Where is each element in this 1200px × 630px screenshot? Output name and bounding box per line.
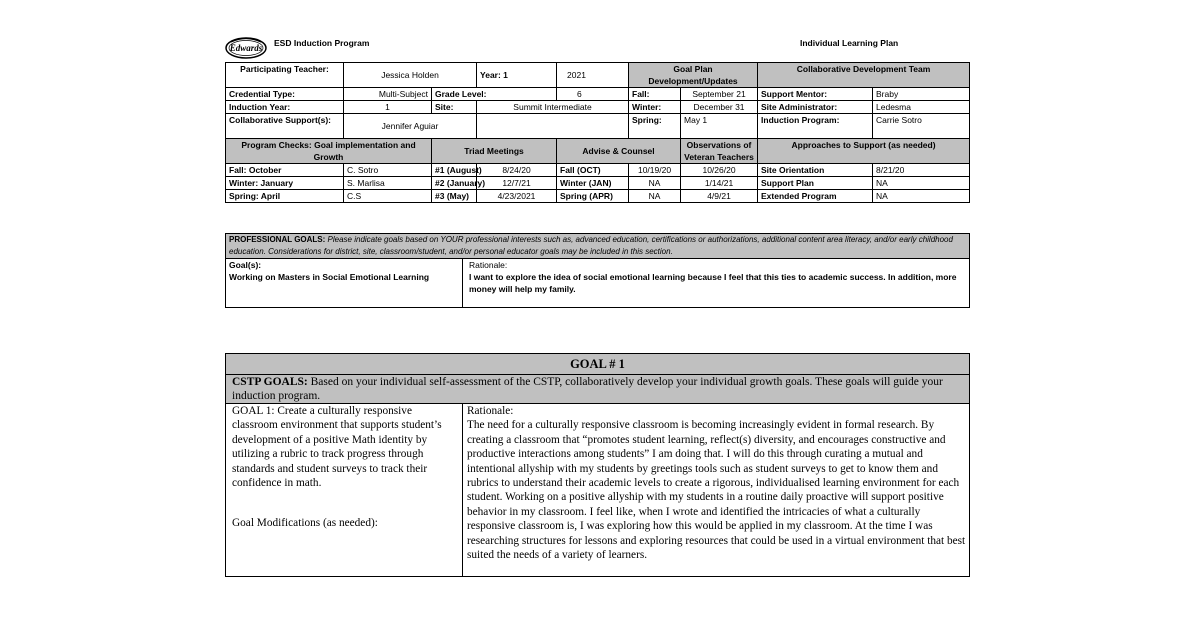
participating-teacher-label: Participating Teacher: [226, 63, 344, 88]
spring-label: Spring: [629, 114, 681, 139]
cstp-instructions [226, 375, 970, 404]
triad-date: 8/24/20 [477, 164, 557, 177]
induction-program-label: Induction Program: [758, 114, 873, 139]
rationale-label: Rationale: [469, 260, 508, 270]
goals-label: Goal(s): [229, 260, 262, 270]
site: Summit Intermediate [477, 101, 629, 114]
collab-team-header: Collaborative Development Team [758, 63, 970, 88]
professional-goals-content-row [226, 259, 970, 308]
checks-row [226, 177, 970, 190]
checks-row [226, 190, 970, 203]
cstp-text: Based on your individual self-assessment of the CSTP, collaboratively develop your individual growth goals. These goals will guide your induction program. [232, 376, 943, 402]
checks-period: Spring: April [226, 190, 344, 203]
goal-1-title-row [226, 354, 970, 375]
support-mentor-label: Support Mentor: [758, 88, 873, 101]
winter-label: Winter: [629, 101, 681, 114]
observation-date: 1/14/21 [681, 177, 758, 190]
advise-counsel-header: Advise & Counsel [557, 139, 681, 164]
triad-label: #2 (January) [432, 177, 477, 190]
goal-1-rationale-cell [463, 404, 970, 577]
checks-header-row [226, 139, 970, 164]
year-label: Year: 1 [477, 63, 557, 88]
approach-value: 8/21/20 [873, 164, 970, 177]
collab-support-label: Collaborative Support(s): [226, 114, 344, 139]
goal-modifications-label: Goal Modifications (as needed): [232, 517, 378, 529]
observation-date: 4/9/21 [681, 190, 758, 203]
fall-label: Fall: [629, 88, 681, 101]
goal-plan-header: Goal Plan Development/Updates [629, 63, 758, 88]
winter-date: December 31 [681, 101, 758, 114]
professional-goals-header-row [226, 234, 970, 259]
info-row-collab-support [226, 114, 970, 139]
professional-goals-table [225, 233, 970, 308]
site-label: Site: [432, 101, 477, 114]
goal-1-rationale-label: Rationale: [467, 405, 514, 417]
approach-label: Site Orientation [758, 164, 873, 177]
triad-date: 4/23/2021 [477, 190, 557, 203]
advise-label: Fall (OCT) [557, 164, 629, 177]
triad-date: 12/7/21 [477, 177, 557, 190]
professional-rationale-cell [463, 259, 970, 308]
checks-person: S. Marlisa [344, 177, 432, 190]
triad-label: #3 (May) [432, 190, 477, 203]
plan-title: Individual Learning Plan [800, 38, 899, 48]
goal-1-cell [226, 404, 463, 577]
induction-year: 1 [344, 101, 432, 114]
approach-value: NA [873, 190, 970, 203]
fall-date: September 21 [681, 88, 758, 101]
checks-period: Winter: January [226, 177, 344, 190]
empty-cell [477, 114, 629, 139]
induction-info-table [225, 62, 970, 203]
checks-row [226, 164, 970, 177]
cstp-label: CSTP GOALS: [232, 376, 308, 388]
advise-label: Spring (APR) [557, 190, 629, 203]
goal-1-statement: GOAL 1: Create a culturally responsive classroom environment that supports student’s development of a positive Math identity by utilizing a rubric to track progress through standards and student surveys to track their confidence in math. [232, 405, 442, 490]
goal-1-content-row [226, 404, 970, 577]
advise-label: Winter (JAN) [557, 177, 629, 190]
spring-date: May 1 [681, 114, 758, 139]
credential-type-label: Credential Type: [226, 88, 344, 101]
advise-date: 10/19/20 [629, 164, 681, 177]
checks-person: C.S [344, 190, 432, 203]
professional-goal-cell [226, 259, 463, 308]
program-title: ESD Induction Program [274, 38, 370, 48]
induction-program: Carrie Sotro [873, 114, 970, 139]
credential-type: Multi-Subject [344, 88, 432, 101]
approach-label: Extended Program [758, 190, 873, 203]
site-admin-label: Site Administrator: [758, 101, 873, 114]
professional-goals-label: PROFESSIONAL GOALS: [229, 235, 326, 244]
approach-label: Support Plan [758, 177, 873, 190]
info-row-induction-year [226, 101, 970, 114]
grade-level: 6 [557, 88, 629, 101]
goal-1-rationale: The need for a culturally responsive classroom is becoming increasingly evident in formal research. By creating a classroom that “promotes student learning, reflect(s) diversity, and encourages constructive and productive interactions among students” I am doing that. I will do this through curating a mutual and intentional allyship with my students by greetings tools such as student surveys to get to know them and rubrics to understand their academic levels to create a rigorous, individualised learning environment for each student. Working on a positive allyship with my students in a routine daily proactive will support positive behavior in my classroom. I feel like, when I wrote and identified the intricacies of what a culturally responsive classroom is, I was exploring how this would be applied in my classroom. At the time I was researching structures for lessons and exploring resources that could be used in a virtual environment that best suited the needs of a variety of learners. [467, 419, 966, 562]
observations-header: Observations of Veteran Teachers [681, 139, 758, 164]
professional-goals-instructions [226, 234, 970, 259]
checks-period: Fall: October [226, 164, 344, 177]
collab-support: Jennifer Aguiar [344, 114, 477, 139]
professional-goals-text: Please indicate goals based on YOUR professional interests such as, advanced education, certifications or authorizations, additional content area literacy, and/or early childhood education. Considerations for district, site, classroom/student, and/or personal educator goals may be included in this section. [229, 235, 953, 256]
year-value: 2021 [557, 63, 629, 88]
approach-value: NA [873, 177, 970, 190]
professional-goal: Working on Masters in Social Emotional Learning [229, 272, 430, 282]
site-admin: Ledesma [873, 101, 970, 114]
goal-1-table [225, 353, 970, 577]
approaches-header: Approaches to Support (as needed) [758, 139, 970, 164]
triad-label: #1 (August) [432, 164, 477, 177]
professional-rationale: I want to explore the idea of social emotional learning because I feel that this ties to academic success. In addition, more money will help my family. [469, 272, 957, 294]
district-logo [225, 37, 267, 59]
induction-year-label: Induction Year: [226, 101, 344, 114]
support-mentor: Braby [873, 88, 970, 101]
cstp-row [226, 375, 970, 404]
logo-wordmark: Edwards [229, 43, 263, 53]
program-checks-header: Program Checks: Goal implementation and Growth [226, 139, 432, 164]
participating-teacher: Jessica Holden [344, 63, 477, 88]
observation-date: 10/26/20 [681, 164, 758, 177]
grade-level-label: Grade Level: [432, 88, 557, 101]
advise-date: NA [629, 190, 681, 203]
goal-1-title: GOAL # 1 [226, 354, 970, 375]
info-row-credential [226, 88, 970, 101]
triad-meetings-header: Triad Meetings [432, 139, 557, 164]
checks-person: C. Sotro [344, 164, 432, 177]
advise-date: NA [629, 177, 681, 190]
info-row-teacher [226, 63, 970, 88]
